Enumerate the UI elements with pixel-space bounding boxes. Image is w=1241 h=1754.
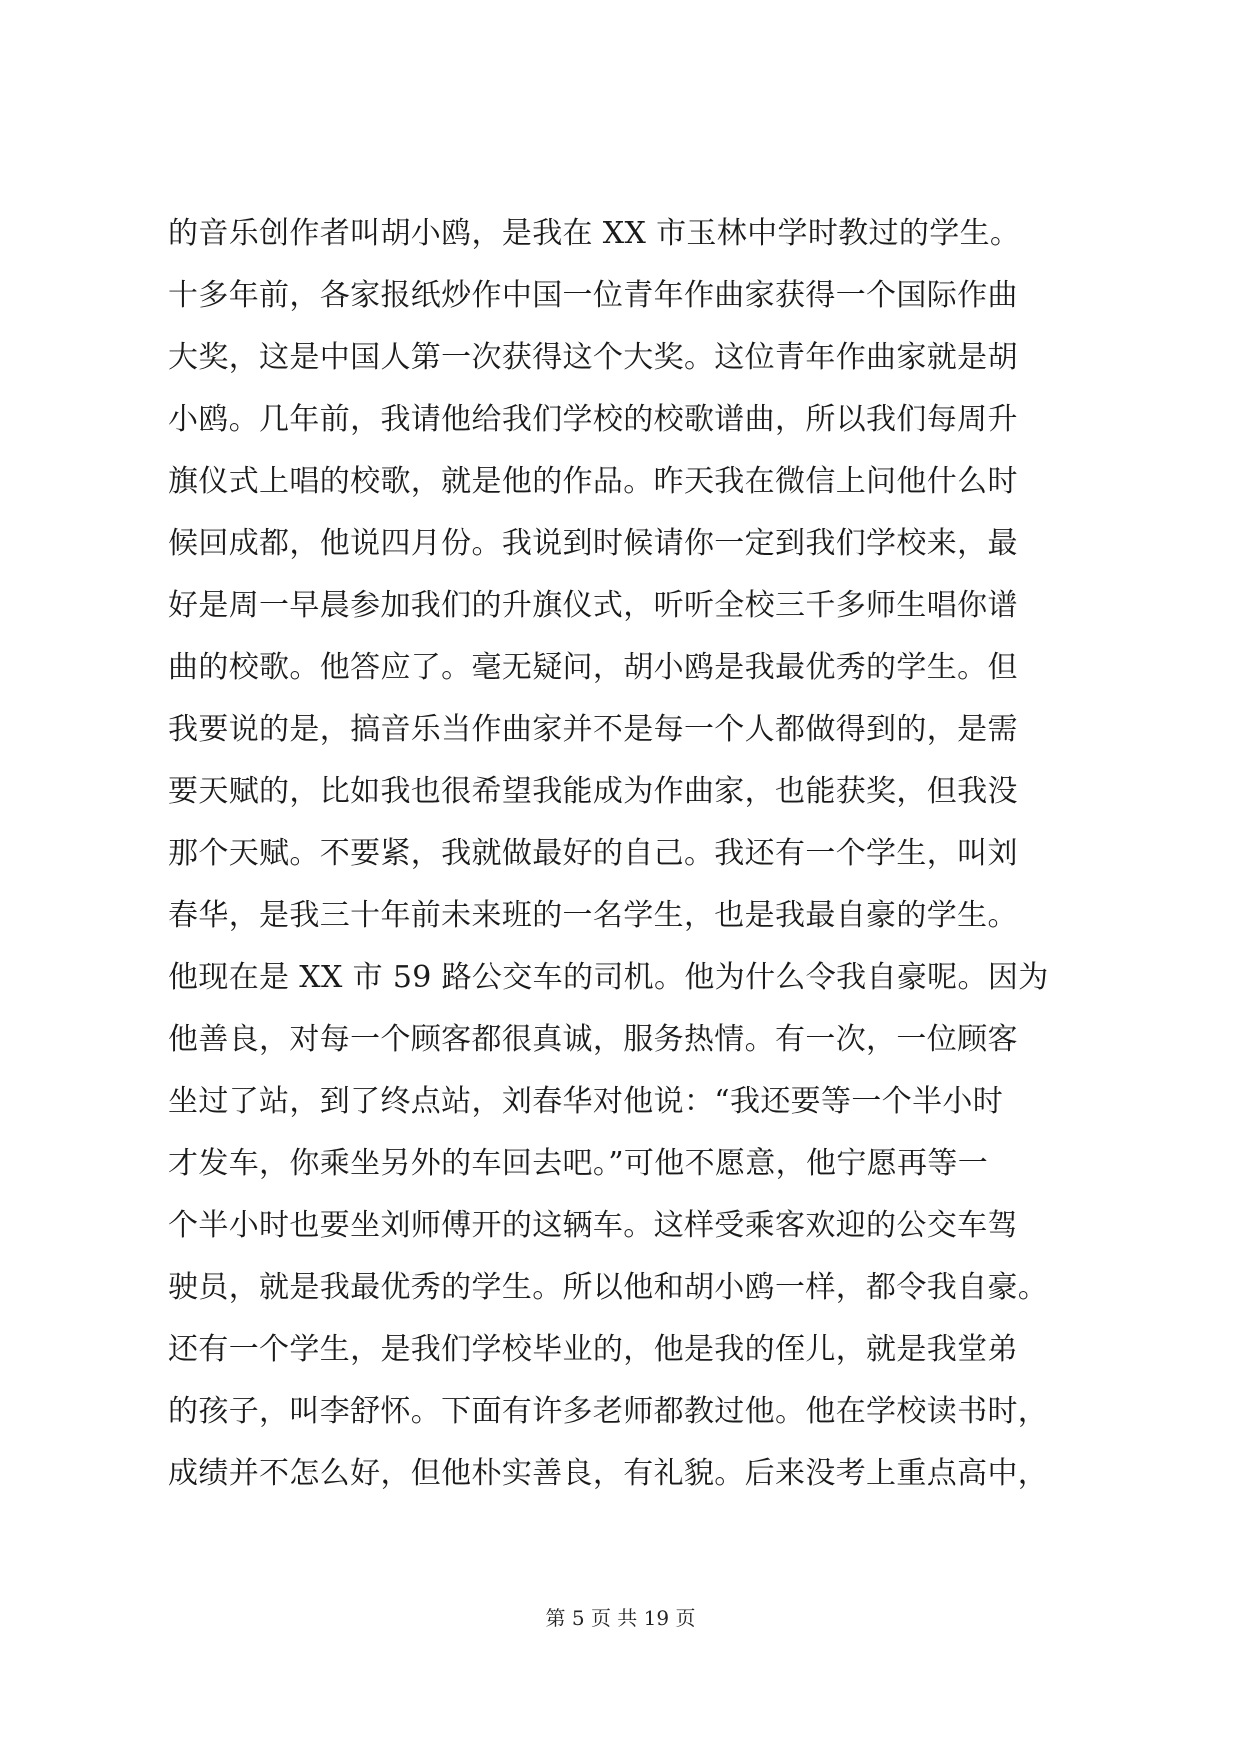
text-line: 小鸥。几年前，我请他给我们学校的校歌谱曲，所以我们每周升: [168, 402, 1018, 437]
text-line: 春华，是我三十年前未来班的一名学生，也是我最自豪的学生。: [168, 898, 1018, 933]
text-line: 我要说的是，搞音乐当作曲家并不是每一个人都做得到的，是需: [168, 712, 1018, 747]
text-line: 那个天赋。不要紧，我就做最好的自己。我还有一个学生，叫刘: [168, 836, 1018, 871]
text-line: 他现在是 XX 市 59 路公交车的司机。他为什么令我自豪呢。因为: [168, 960, 1049, 995]
text-line: 的音乐创作者叫胡小鸥，是我在 XX 市玉林中学时教过的学生。: [168, 216, 1021, 251]
text-line: 大奖，这是中国人第一次获得这个大奖。这位青年作曲家就是胡: [168, 340, 1018, 375]
text-line: 的孩子，叫李舒怀。下面有许多老师都教过他。他在学校读书时，: [168, 1394, 1049, 1429]
text-line: 成绩并不怎么好，但他朴实善良，有礼貌。后来没考上重点高中，: [168, 1456, 1049, 1491]
text-line: 个半小时也要坐刘师傅开的这辆车。这样受乘客欢迎的公交车驾: [168, 1208, 1018, 1243]
text-line: 候回成都，他说四月份。我说到时候请你一定到我们学校来，最: [168, 526, 1018, 561]
text-line: 才发车，你乘坐另外的车回去吧。”可他不愿意，他宁愿再等一: [168, 1146, 989, 1181]
text-line: 十多年前，各家报纸炒作中国一位青年作曲家获得一个国际作曲: [168, 278, 1018, 313]
text-line: 旗仪式上唱的校歌，就是他的作品。昨天我在微信上问他什么时: [168, 464, 1018, 499]
text-line: 要天赋的，比如我也很希望我能成为作曲家，也能获奖，但我没: [168, 774, 1018, 809]
text-line: 还有一个学生，是我们学校毕业的，他是我的侄儿，就是我堂弟: [168, 1332, 1018, 1367]
text-line: 驶员，就是我最优秀的学生。所以他和胡小鸥一样，都令我自豪。: [168, 1270, 1049, 1305]
page-number-footer: 第 5 页 共 19 页: [545, 1606, 696, 1630]
text-line: 他善良，对每一个顾客都很真诚，服务热情。有一次，一位顾客: [168, 1022, 1018, 1057]
text-line: 好是周一早晨参加我们的升旗仪式，听听全校三千多师生唱你谱: [168, 588, 1018, 623]
text-line: 曲的校歌。他答应了。毫无疑问，胡小鸥是我最优秀的学生。但: [168, 650, 1018, 685]
text-line: 坐过了站，到了终点站，刘春华对他说：“我还要等一个半小时: [168, 1084, 1004, 1119]
body-text: [168, 203, 1093, 1505]
